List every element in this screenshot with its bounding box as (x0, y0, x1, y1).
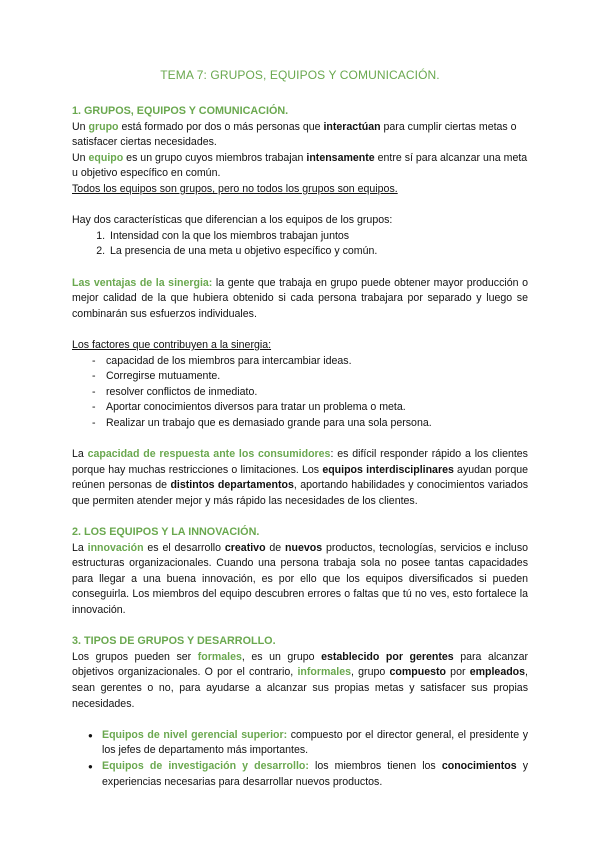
paragraph-grupo: Un grupo está formado por dos o más personas que interactúan para cumplir ciertas metas o satisfacer ciertas necesidades. (72, 120, 517, 149)
paragraph-sinergia: Las ventajas de la sinergia: la gente que trabaja en grupo puede obtener mayor producción o mejor calidad de la que hubiera obtenido si cada persona trabajara por separado y luego se combinarán sus esfuerzos individuales. (72, 276, 528, 320)
paragraph-caracteristicas: Hay dos características que diferencian a los equipos de los grupos: (72, 214, 393, 227)
paragraph-tipos-grupos: Los grupos pueden ser formales, es un grupo establecido por gerentes para alcanzar objetivos organizacionales. O por el contrario, informales, grupo compuesto por empleados, sean gerentes o no, para ayudarse a alcanzar sus propias metas y satisfacer sus propias necesidades. (72, 650, 528, 710)
section-3-heading: 3. TIPOS DE GRUPOS Y DESARROLLO. (72, 635, 276, 648)
factores-list (72, 354, 528, 432)
list-item: ● Equipos de nivel gerencial superior: compuesto por el director general, el presidente y los jefes de departamento más importantes. (88, 728, 528, 759)
tipos-equipos-list (72, 728, 528, 790)
factores-heading: Los factores que contribuyen a la sinergia: (72, 338, 272, 351)
paragraph-equipos-grupos: Todos los equipos son grupos, pero no todos los grupos son equipos. (72, 182, 398, 195)
page-title: TEMA 7: GRUPOS, EQUIPOS Y COMUNICACIÓN. (160, 68, 440, 82)
list-item: - capacidad de los miembros para intercambiar ideas. (92, 354, 528, 370)
section-1-heading: 1. GRUPOS, EQUIPOS Y COMUNICACIÓN. (72, 105, 289, 117)
section-2-heading: 2. LOS EQUIPOS Y LA INNOVACIÓN. (72, 526, 260, 539)
list-item: 2. La presencia de una meta u objetivo específico y común. (108, 244, 528, 260)
document-body (72, 104, 528, 790)
paragraph-innovacion: La innovación es el desarrollo creativo de nuevos productos, tecnologías, servicios e incluso estructuras organizacionales. Cuando una persona trabaja sola no posee tantas capacidades para llegar a una buena innovación, es por ello que los equipos diversificados si pueden conseguirla. Los miembros del equipo descubren errores o faltas que tú no ves, esto fortalece la innovación. (72, 541, 529, 616)
list-item: - resolver conflictos de inmediato. (92, 385, 528, 401)
paragraph-equipo: Un equipo es un grupo cuyos miembros trabajan intensamente entre sí para alcanzar una meta u objetivo específico en común. (72, 151, 528, 180)
list-item: 1. Intensidad con la que los miembros trabajan juntos (108, 229, 528, 245)
list-item: - Aportar conocimientos diversos para tratar un problema o meta. (92, 400, 528, 416)
list-item: - Realizar un trabajo que es demasiado grande para una sola persona. (92, 416, 528, 432)
list-item: ● Equipos de investigación y desarrollo: los miembros tienen los conocimientos y experiencias necesarias para desarrollar nuevos productos. (88, 759, 528, 790)
caracteristicas-list (72, 229, 528, 260)
list-item: - Corregirse mutuamente. (92, 369, 528, 385)
paragraph-capacidad-respuesta: La capacidad de respuesta ante los consumidores: es difícil responder rápido a los clientes porque hay muchas restricciones o limitaciones. Los equipos interdisciplinares ayudan porque reúnen personas de distintos departamentos, aportando habilidades y conocimientos variados que permiten atender mejor y más rápido las necesidades de los clientes. (72, 448, 529, 507)
